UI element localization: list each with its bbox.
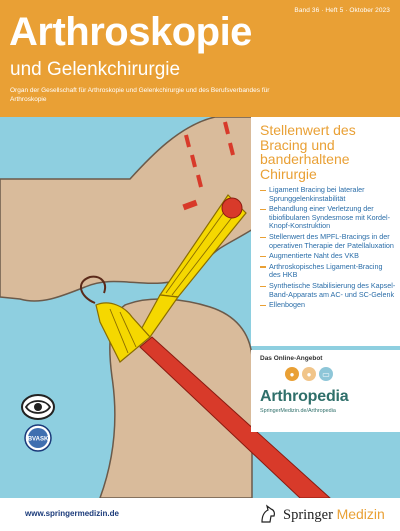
bvask-logo xyxy=(24,424,52,452)
issue-info: Band 36 · Heft 5 · Oktober 2023 xyxy=(294,7,390,14)
springer-horse-icon xyxy=(258,504,278,524)
topic-item: Behandlung einer Verletzung der tibiofibularen Syndesmose mit Kordel-Knopf-Konstruktion xyxy=(260,205,396,231)
arthropedia-name: Arthropedia xyxy=(260,388,349,405)
topic-item: Synthetische Stabilisierung des Kapsel-Band-Apparats am AC- und SC-Gelenk xyxy=(260,282,396,299)
topic-item: Augmentierte Naht des VKB xyxy=(260,252,396,261)
footer-url[interactable]: www.springermedizin.de xyxy=(25,509,119,518)
society-eye-logo xyxy=(21,393,55,421)
topic-item: Arthroskopisches Ligament-Bracing des HKB xyxy=(260,263,396,280)
fixation-button xyxy=(222,198,242,218)
app-icons xyxy=(285,367,333,381)
topic-list xyxy=(260,186,396,312)
publisher-medizin: Medizin xyxy=(336,506,385,522)
topic-item: Stellenwert des MPFL-Bracings in der operativen Therapie der Patellaluxation xyxy=(260,233,396,250)
joint-icon: ● xyxy=(302,367,316,381)
organ-statement: Organ der Gesellschaft für Arthroskopie und Gelenkchirurgie und des Berufsverbandes für Arthroskopie xyxy=(10,87,270,103)
publisher-name xyxy=(283,506,385,524)
knee-icon: ● xyxy=(285,367,299,381)
journal-title: Arthroskopie xyxy=(9,10,252,54)
screen-icon: ▭ xyxy=(319,367,333,381)
online-offer-box xyxy=(251,350,400,432)
bvask-text: BVASK xyxy=(27,436,49,443)
panel-title: Stellenwert des Bracing und banderhaltene Chirurgie xyxy=(260,122,356,182)
arthropedia-url[interactable]: SpringerMedizin.de/Arthropedia xyxy=(260,408,336,414)
publisher-springer: Springer xyxy=(283,507,333,523)
topic-item: Ellenbogen xyxy=(260,301,396,310)
journal-subtitle: und Gelenkchirurgie xyxy=(10,59,181,80)
online-offer-label: Das Online-Angebot xyxy=(260,355,323,362)
topics-panel xyxy=(251,117,400,346)
cover-header xyxy=(0,0,400,117)
cover-footer xyxy=(0,498,400,531)
topic-item: Ligament Bracing bei lateraler Sprunggelenkinstabilität xyxy=(260,186,396,203)
